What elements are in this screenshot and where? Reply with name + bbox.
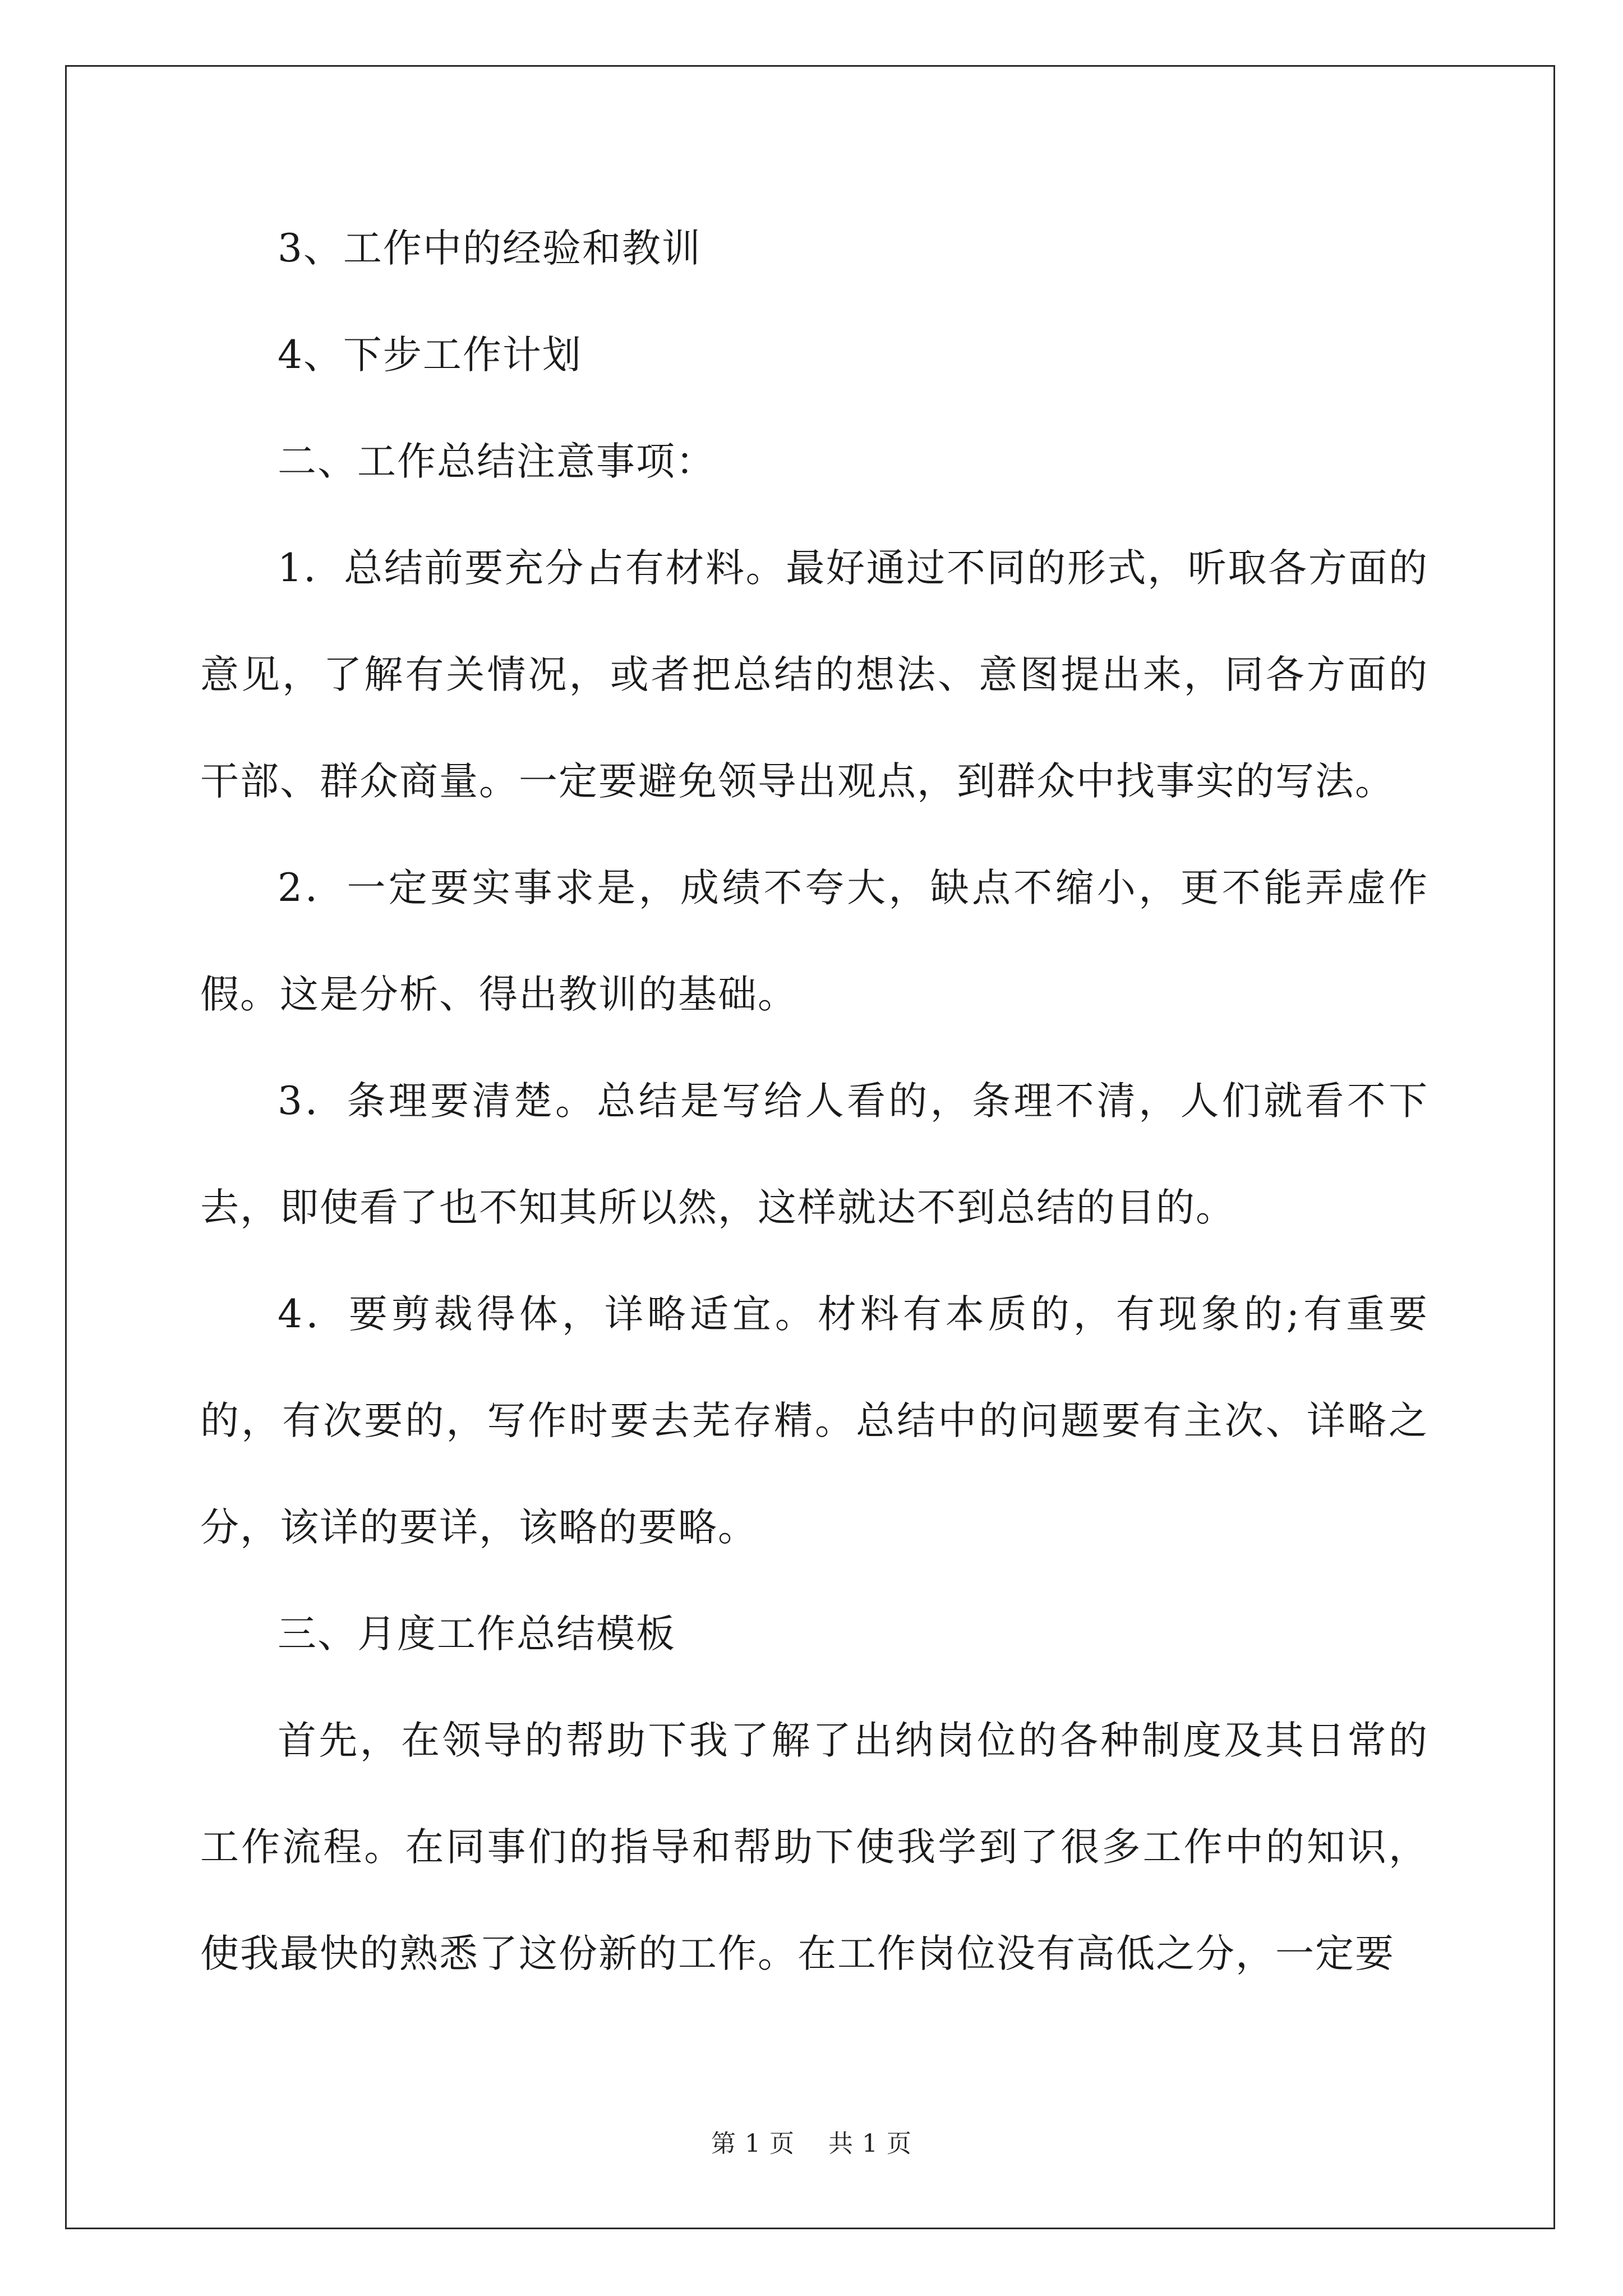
document-body — [200, 195, 1428, 2007]
section-heading-notes: 二、工作总结注意事项： — [278, 439, 716, 484]
note-paragraph-1: 1．总结前要充分占有材料。最好通过不同的形式，听取各方面的意见，了解有关情况，或者把总结的想法、意图提出来，同各方面的干部、群众商量。一定要避免领导出观点，到群众中找事实的写法。 — [200, 546, 1428, 804]
note-paragraph-3: 3．条理要清楚。总结是写给人看的，条理不清，人们就看不下去，即使看了也不知其所以然，这样就达不到总结的目的。 — [200, 1079, 1428, 1230]
template-paragraph: 首先，在领导的帮助下我了解了出纳岗位的各种制度及其日常的工作流程。在同事们的指导和帮助下使我学到了很多工作中的知识，使我最快的熟悉了这份新的工作。在工作岗位没有高低之分，一定要 — [200, 1718, 1428, 1976]
section-heading-template: 三、月度工作总结模板 — [278, 1612, 676, 1657]
list-item-3: 3、工作中的经验和教训 — [278, 226, 702, 271]
list-item-4: 4、下步工作计划 — [278, 333, 582, 378]
page-footer: 第 1 页 共 1 页 — [711, 2129, 912, 2158]
note-paragraph-2: 2．一定要实事求是，成绩不夸大，缺点不缩小，更不能弄虚作假。这是分析、得出教训的基础。 — [200, 866, 1428, 1017]
note-paragraph-4: 4．要剪裁得体，详略适宜。材料有本质的，有现象的;有重要的，有次要的，写作时要去芜存精。总结中的问题要有主次、详略之分，该详的要详，该略的要略。 — [200, 1292, 1428, 1550]
